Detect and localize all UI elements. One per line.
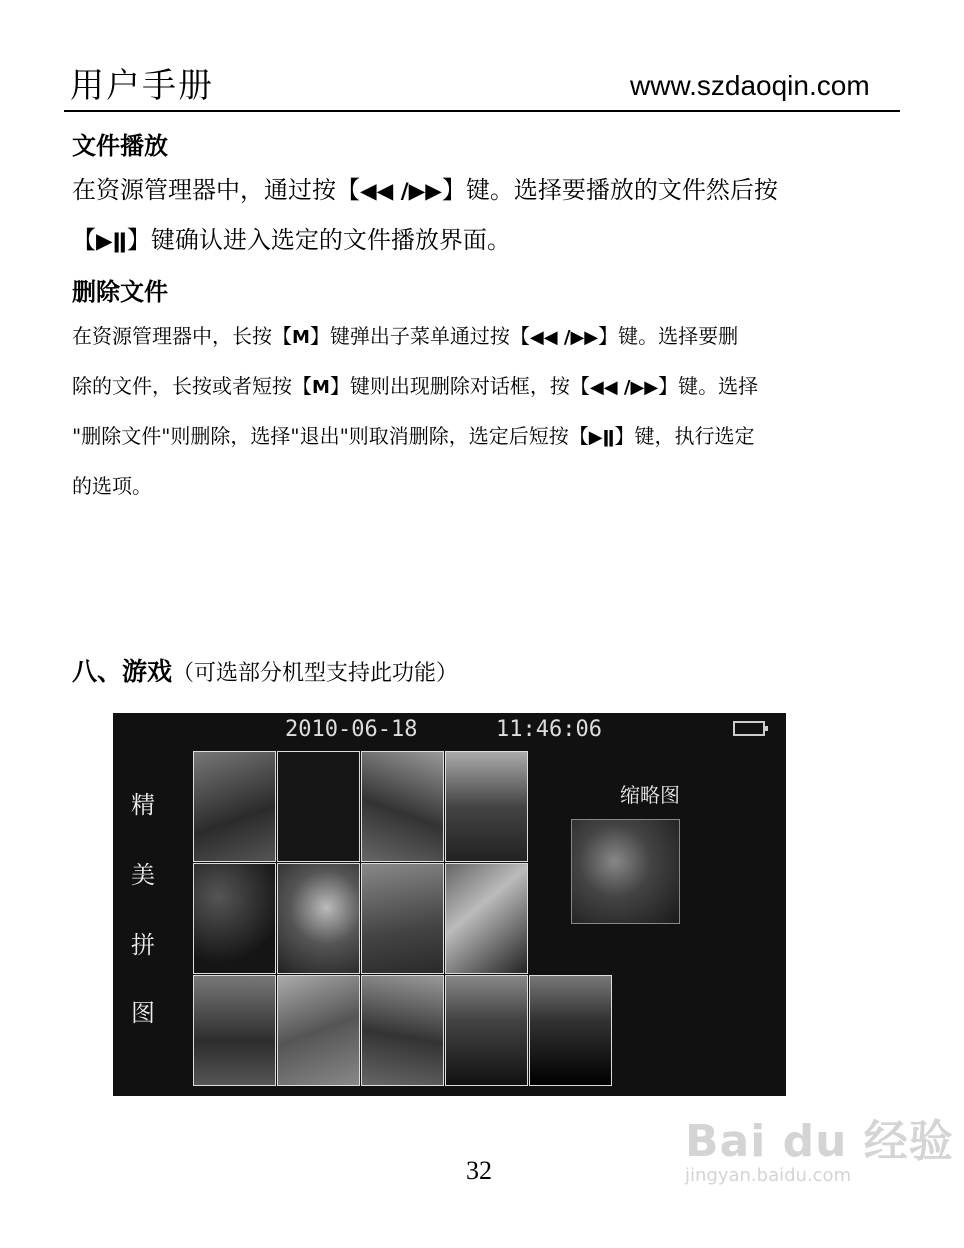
page-number: 32: [466, 1156, 492, 1185]
side-label-char: 精: [131, 791, 155, 819]
heading-games: 八、游戏（可选部分机型支持此功能）: [72, 657, 459, 686]
puzzle-tile[interactable]: [193, 751, 276, 862]
thumbnail-label: 缩略图: [620, 783, 680, 807]
seek-keys-icon: ◀◀ /▶▶: [589, 377, 659, 398]
play-pause-key-icon: ▶ǁ: [588, 427, 615, 448]
seek-keys-icon: ◀◀ /▶▶: [529, 327, 599, 348]
puzzle-tile-empty[interactable]: [277, 751, 360, 862]
puzzle-tile[interactable]: [193, 863, 276, 974]
m-key-icon: M: [292, 327, 310, 348]
para-line: 【▶ǁ】键确认进入选定的文件播放界面。: [72, 226, 511, 254]
manual-title: 用户手册: [70, 66, 214, 106]
heading-delete-file: 删除文件: [72, 278, 168, 306]
puzzle-tile[interactable]: [361, 751, 444, 862]
puzzle-tile[interactable]: [445, 863, 528, 974]
header-divider: [64, 110, 900, 112]
side-label-char: 拼: [131, 931, 155, 959]
battery-icon: [733, 721, 765, 736]
puzzle-grid: [193, 751, 618, 1091]
play-pause-key-icon: ▶ǁ: [96, 229, 127, 254]
puzzle-tile[interactable]: [529, 975, 612, 1086]
puzzle-tile[interactable]: [277, 863, 360, 974]
paragraph-file-play: [72, 166, 898, 266]
m-key-icon: M: [312, 377, 330, 398]
seek-keys-icon: ◀◀ /▶▶: [360, 179, 442, 204]
baidu-watermark: [685, 1105, 954, 1186]
puzzle-tile[interactable]: [361, 975, 444, 1086]
para-line: 的选项。: [72, 474, 152, 498]
paragraph-delete-file: [72, 312, 898, 510]
website-url: www.szdaoqin.com: [630, 70, 870, 101]
watermark-logo: Bai du 经验: [685, 1116, 954, 1167]
thumbnail-preview: [571, 819, 680, 924]
screen-date: 2010-06-18: [285, 717, 418, 742]
puzzle-tile[interactable]: [277, 975, 360, 1086]
puzzle-tile[interactable]: [361, 863, 444, 974]
device-screenshot: [113, 713, 786, 1096]
puzzle-tile[interactable]: [445, 975, 528, 1086]
para-line: 除的文件，长按或者短按【M】键则出现删除对话框，按【◀◀ /▶▶】键。选择: [72, 374, 759, 398]
watermark-url: jingyan.baidu.com: [685, 1165, 852, 1186]
puzzle-tile[interactable]: [445, 751, 528, 862]
para-line: 在资源管理器中，通过按【◀◀ /▶▶】键。选择要播放的文件然后按: [72, 176, 778, 204]
side-label-char: 图: [131, 999, 155, 1027]
screen-time: 11:46:06: [496, 717, 602, 742]
heading-file-play: 文件播放: [72, 132, 168, 160]
para-line: "删除文件"则删除，选择"退出"则取消删除，选定后短按【▶ǁ】键，执行选定: [72, 424, 755, 448]
puzzle-tile[interactable]: [193, 975, 276, 1086]
side-label-char: 美: [131, 861, 155, 889]
para-line: 在资源管理器中，长按【M】键弹出子菜单通过按【◀◀ /▶▶】键。选择要删: [72, 324, 739, 348]
